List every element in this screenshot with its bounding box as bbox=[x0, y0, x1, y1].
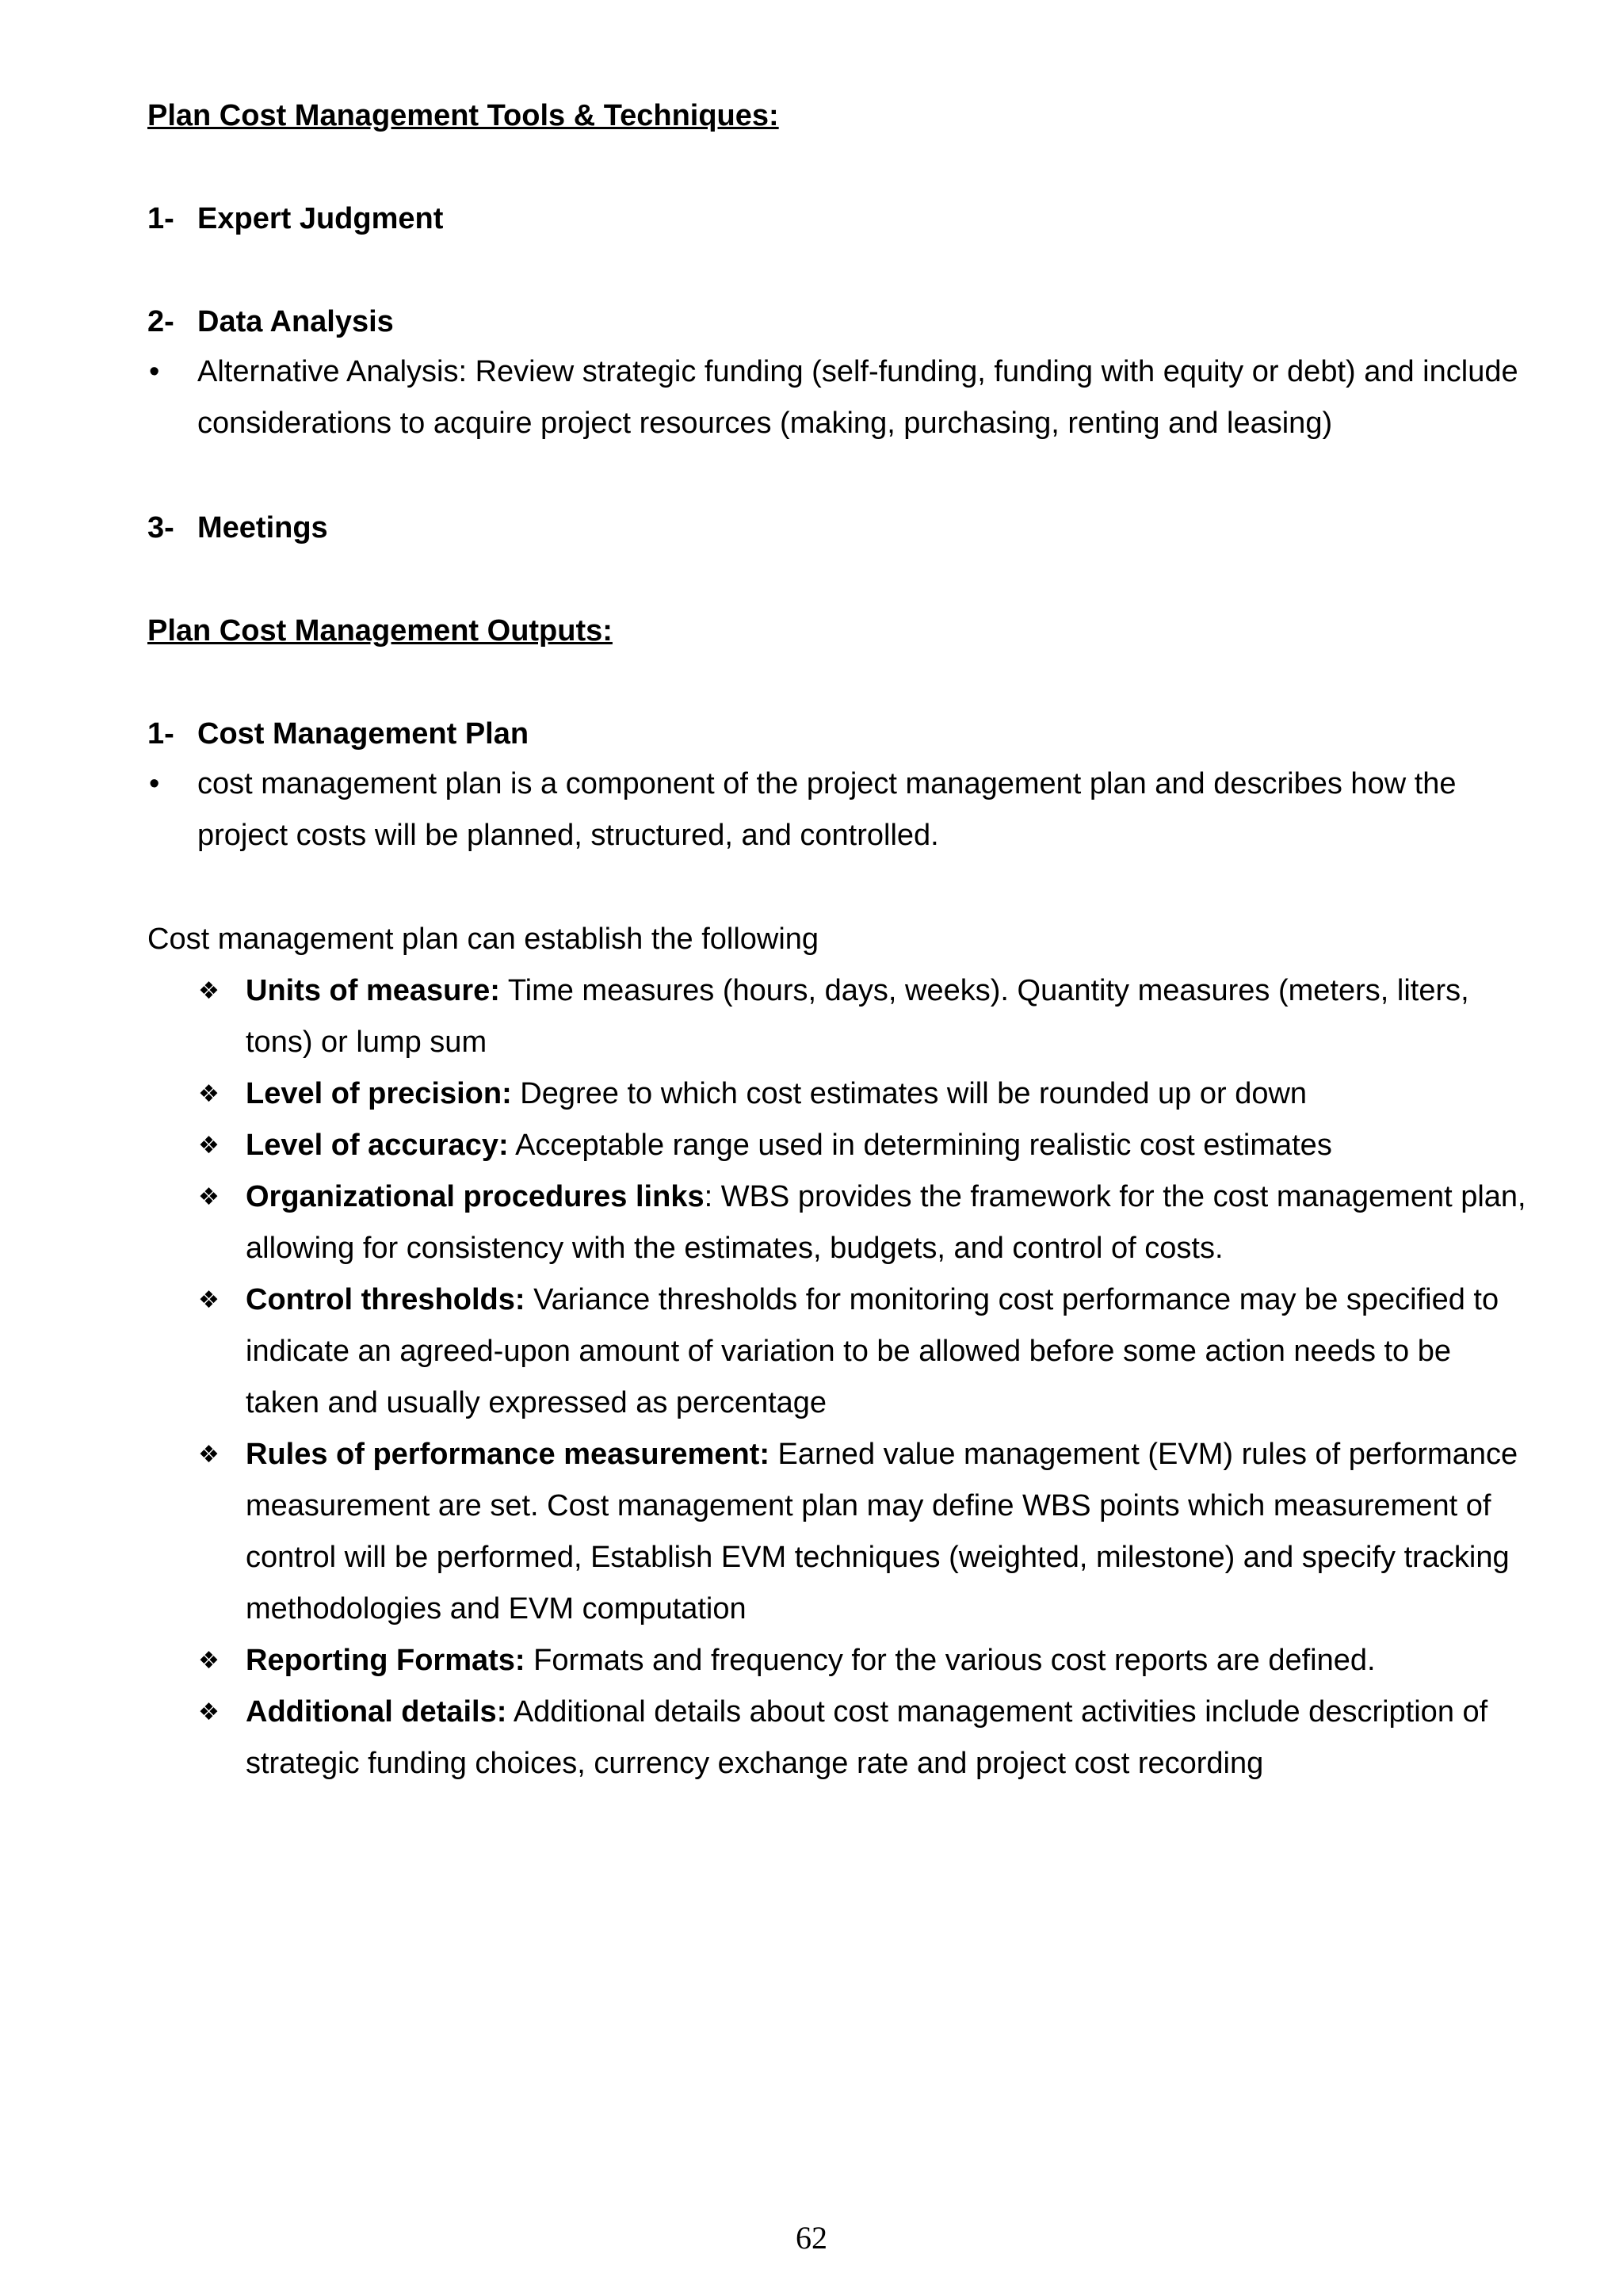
list-item-reporting-formats bbox=[198, 1635, 1526, 1687]
item-title: Data Analysis bbox=[197, 305, 394, 338]
item-term: Additional details: bbox=[246, 1695, 507, 1729]
diamond-bullet-icon: ❖ bbox=[198, 1647, 220, 1675]
list-item-level-of-precision bbox=[198, 1068, 1526, 1120]
item-term: Organizational procedures links bbox=[246, 1180, 705, 1213]
bullet-alternative-analysis bbox=[147, 346, 1526, 449]
list-item-units-of-measure bbox=[198, 965, 1526, 1068]
item-title: Cost Management Plan bbox=[197, 717, 529, 751]
item-number: 3- bbox=[147, 511, 174, 544]
item-term: Rules of performance measurement: bbox=[246, 1438, 769, 1471]
page-number: 62 bbox=[796, 2220, 827, 2256]
diamond-bullet-icon: ❖ bbox=[198, 977, 220, 1005]
establish-intro: Cost management plan can establish the following bbox=[147, 923, 819, 956]
item-text: Additional details about cost management activities include description of strategic funding choices, currency exchange rate and project cost recording bbox=[246, 1695, 1488, 1780]
diamond-bullet-icon: ❖ bbox=[198, 1080, 220, 1108]
item-term: Reporting Formats: bbox=[246, 1644, 525, 1677]
tool-item-data-analysis bbox=[147, 297, 1526, 346]
item-term: Level of accuracy: bbox=[246, 1129, 509, 1162]
item-number: 2- bbox=[147, 305, 174, 338]
list-item-organizational-procedures-links bbox=[198, 1171, 1526, 1274]
bullet-dot-icon: • bbox=[149, 767, 160, 800]
item-text: Variance thresholds for monitoring cost performance may be specified to indicate an agreed-upon amount of variation to be allowed before some action needs to be taken and usually expressed as percentage bbox=[246, 1283, 1499, 1419]
item-number: 1- bbox=[147, 717, 174, 751]
outputs-heading: Plan Cost Management Outputs: bbox=[147, 614, 613, 648]
bullet-cost-management-plan bbox=[147, 758, 1526, 861]
item-title: Expert Judgment bbox=[197, 202, 444, 235]
output-item-cost-management-plan bbox=[147, 709, 1526, 758]
bullet-text: cost management plan is a component of the project management plan and describes how the project costs will be planned, structured, and controlled. bbox=[197, 767, 1457, 852]
diamond-bullet-icon: ❖ bbox=[198, 1286, 220, 1314]
diamond-bullet-icon: ❖ bbox=[198, 1132, 220, 1159]
list-item-additional-details bbox=[198, 1687, 1526, 1790]
diamond-bullet-icon: ❖ bbox=[198, 1441, 220, 1469]
tool-item-meetings bbox=[147, 503, 1526, 552]
diamond-bullet-icon: ❖ bbox=[198, 1183, 220, 1211]
item-text: Time measures (hours, days, weeks). Quantity measures (meters, liters, tons) or lump sum bbox=[246, 974, 1469, 1059]
item-term: Control thresholds: bbox=[246, 1283, 525, 1316]
establish-list bbox=[198, 965, 1526, 1790]
item-text: : WBS provides the framework for the cost management plan, allowing for consistency with the estimates, budgets, and control of costs. bbox=[246, 1180, 1526, 1265]
list-item-level-of-accuracy bbox=[198, 1120, 1526, 1171]
bullet-text: Alternative Analysis: Review strategic funding (self-funding, funding with equity or debt) and include considerations to acquire project resources (making, purchasing, renting and leasing) bbox=[197, 355, 1518, 440]
bullet-dot-icon: • bbox=[149, 355, 160, 388]
item-term: Level of precision: bbox=[246, 1077, 512, 1110]
document-page bbox=[147, 91, 1526, 1790]
tool-item-expert-judgment bbox=[147, 194, 1526, 243]
list-item-rules-of-performance-measurement bbox=[198, 1429, 1526, 1635]
item-text: Earned value management (EVM) rules of performance measurement are set. Cost management plan may define WBS points which measurement of control will be performed, Establish EVM techniques (weighted, milestone) and specify tracking methodologies and EVM computation bbox=[246, 1438, 1518, 1626]
item-term: Units of measure: bbox=[246, 974, 500, 1007]
item-text: Degree to which cost estimates will be rounded up or down bbox=[511, 1077, 1308, 1110]
item-number: 1- bbox=[147, 202, 174, 235]
item-title: Meetings bbox=[197, 511, 328, 544]
tools-heading: Plan Cost Management Tools & Techniques: bbox=[147, 99, 779, 132]
item-text: Acceptable range used in determining realistic cost estimates bbox=[508, 1129, 1332, 1162]
item-text: Formats and frequency for the various cost reports are defined. bbox=[525, 1644, 1376, 1677]
diamond-bullet-icon: ❖ bbox=[198, 1698, 220, 1726]
list-item-control-thresholds bbox=[198, 1274, 1526, 1429]
